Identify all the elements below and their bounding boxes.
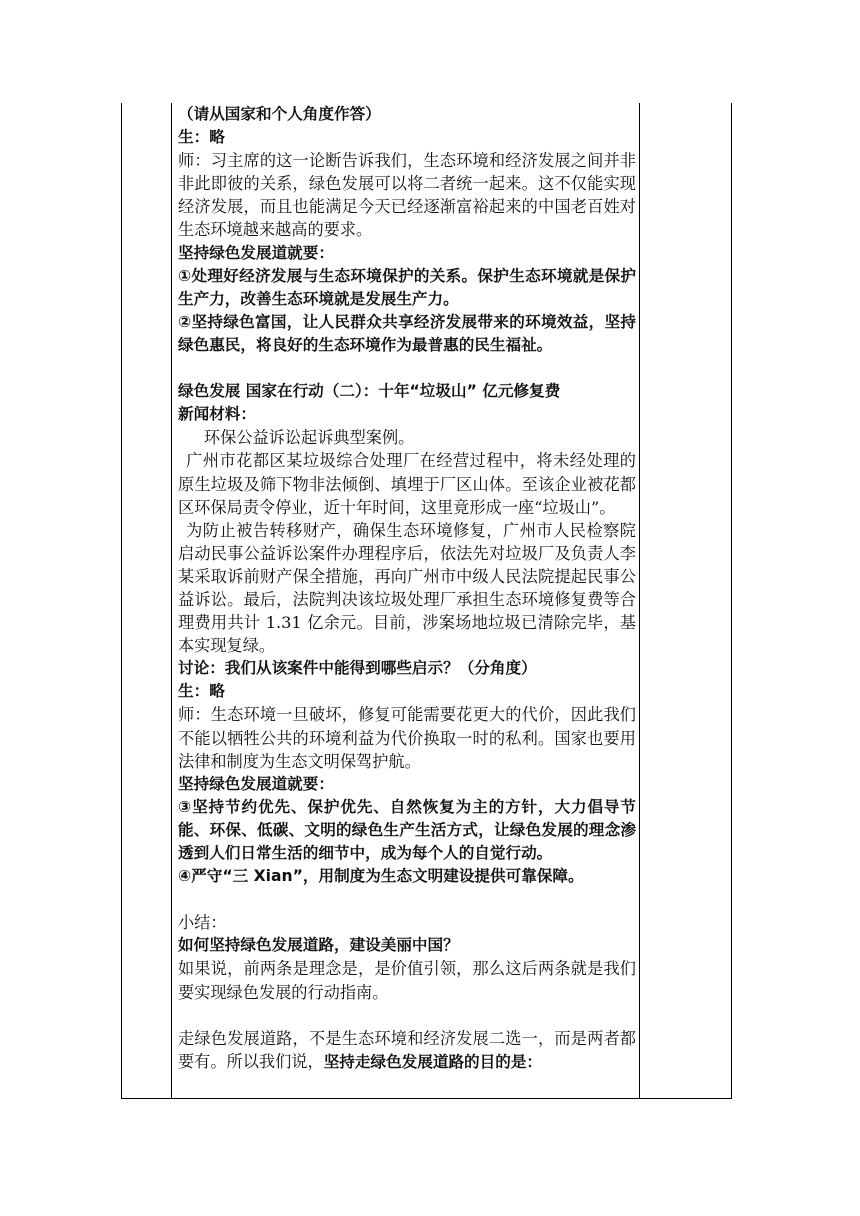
student-response: 生：略: [178, 128, 225, 147]
point-2: ②坚持绿色富国，让人民群众共享经济发展带来的环境效益，坚持绿色惠民，将良好的生态环境作为最普惠的民生福祉。: [178, 312, 636, 354]
point-3: ③坚持节约优先、保护优先、自然恢复为主的方针，大力倡导节能、环保、低碳、文明的绿色生产生活方式，让绿色发展的理念渗透到人们日常生活的细节中，成为每个人的自觉行动。: [178, 797, 636, 862]
section-heading: 坚持绿色发展道就要：: [178, 243, 334, 262]
prompt-line: （请从国家和个人角度作答）: [178, 105, 381, 123]
summary-label: 小结：: [178, 913, 227, 933]
case-paragraph-2: 为防止被告转移财产，确保生态环境修复，广州市人民检察院启动民事公益诉讼案件办理程序后，依法先对垃圾厂及负责人李某采取诉前财产保全措施，再向广州市中级人民法院提起民事公益诉讼。最后，法院判决该垃圾处理厂承担生态环境修复费等合理费用共计 1.31 亿余元。目前，涉案场地垃圾已清除完毕，基本实现复绿。: [178, 520, 636, 656]
teacher-remark: 师：习主席的这一论断告诉我们，生态环境和经济发展之间并非非此即彼的关系，绿色发展可以将二者统一起来。这不仅能实现经济发展，而且也能满足今天已经逐渐富裕起来的中国老百姓对生态环境越来越高的要求。: [178, 151, 636, 240]
closing-emphasis: 坚持走绿色发展道路的目的是：: [323, 1052, 543, 1071]
table-border-col2: [639, 103, 640, 1099]
case-subtitle: 环保公益诉讼起诉典型案例。: [203, 428, 415, 448]
spacer: [178, 1004, 636, 1027]
case-paragraph-1: 广州市花都区某垃圾综合处理厂在经营过程中，将未经处理的原生垃圾及筛下物非法倾倒、填埋于厂区山体。至该企业被花都区环保局责令停业，近十年时间，这里竟形成一座“垃圾山”。: [178, 451, 636, 517]
news-material-label: 新闻材料：: [178, 405, 256, 424]
student-response: 生：略: [178, 682, 225, 701]
section-heading: 坚持绿色发展道就要：: [178, 774, 334, 793]
teacher-remark: 师：生态环境一旦破坏，修复可能需要花更大的代价，因此我们不能以牺牲公共的环境利益为代价换取一时的私利。国家也要用法律和制度为生态文明保驾护航。: [178, 705, 636, 771]
closing-text: 走绿色发展道路，不是生态环境和经济发展二选一，而是两者都要有。所以我们说，: [178, 1028, 636, 1071]
table-border-right: [731, 103, 732, 1099]
table-border-col1: [171, 103, 172, 1099]
spacer: [178, 888, 636, 911]
point-1: ①处理好经济发展与生态环境保护的关系。保护生态环境就是保护生产力，改善生态环境就是发展生产力。: [178, 266, 636, 308]
point-4: ④严守“三 Xian”，用制度为生态文明建设提供可靠保障。: [178, 867, 584, 886]
table-border-bottom: [121, 1098, 732, 1099]
discussion-question: 讨论：我们从该案件中能得到哪些启示？（分角度）: [178, 659, 537, 678]
case-title: 绿色发展 国家在行动（二）：十年“垃圾山” 亿元修复费: [178, 382, 561, 401]
lesson-content-cell: [178, 103, 636, 1074]
spacer: [178, 357, 636, 380]
table-border-left: [121, 103, 122, 1099]
closing-paragraph: [178, 1027, 636, 1074]
summary-question: 如何坚持绿色发展道路，建设美丽中国？: [178, 936, 459, 955]
summary-text: 如果说，前两条是理念是，是价值引领，那么这后两条就是我们要实现绿色发展的行动指南。: [178, 959, 636, 1002]
